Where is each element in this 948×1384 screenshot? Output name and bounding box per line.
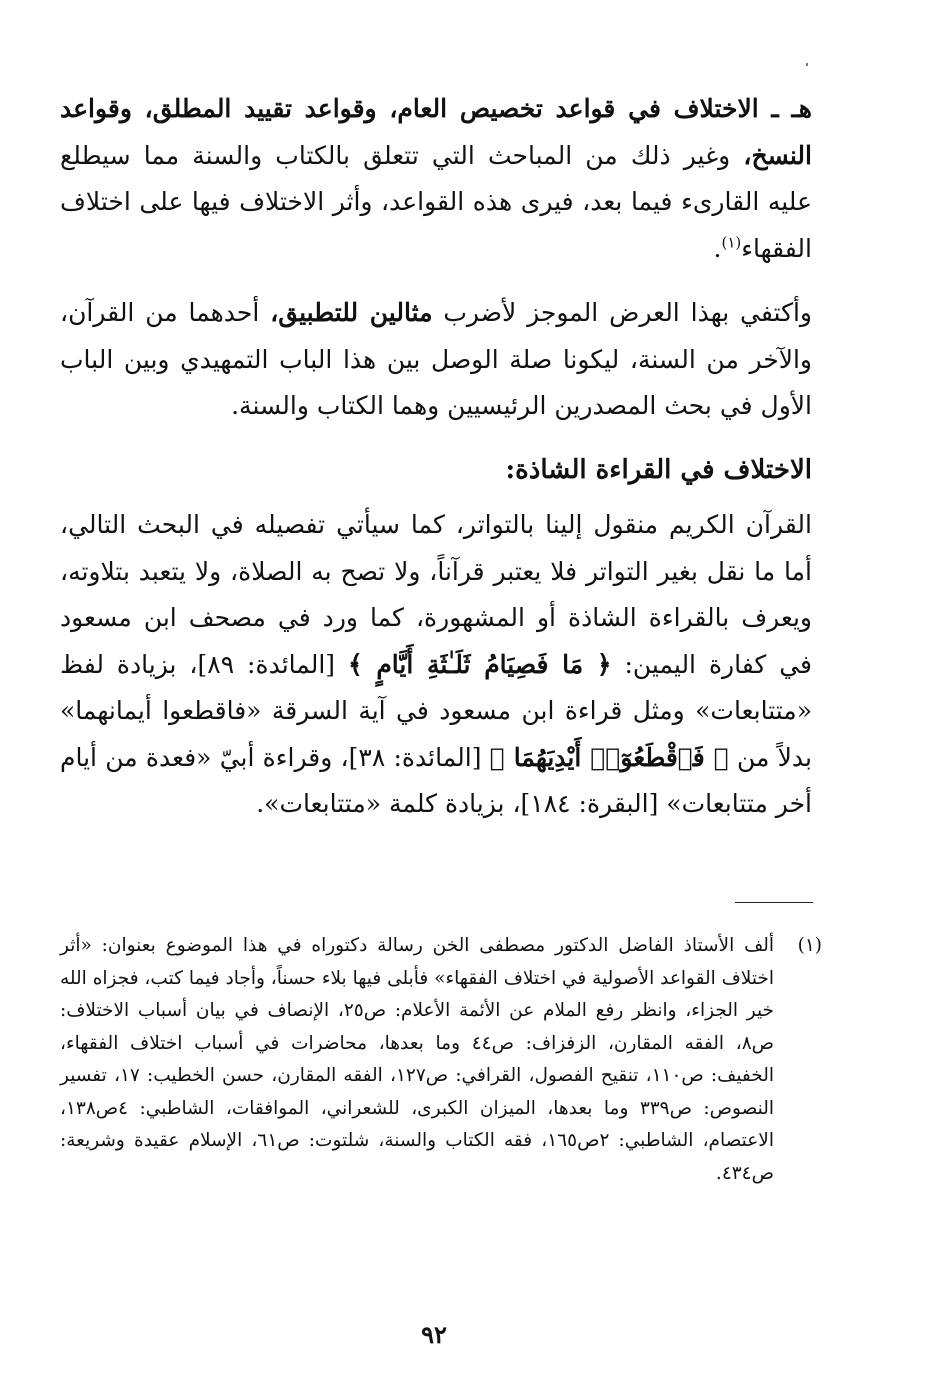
paragraph-intro — [60, 86, 812, 272]
footnote-text: ألف الأستاذ الفاضل الدكتور مصطفى الخن رسالة دكتوراه في هذا الموضوع بعنوان: «أثر اختلاف القواعد الأصولية في اختلاف الفقهاء» فأبلى فيها بلاء حسناً، وأجاد فيما كتب، فجزاه الله خير الجزاء، وانظر رفع الملام عن الأئمة الأعلام: ص٢٥، الإنصاف في بيان أسباب الاختلاف: ص٨، الفقه المقارن، الزفزاف: ص٤٤ وما بعدها، محاضرات في أسباب اختلاف الفقهاء، الخفيف: ص١١٠، تنقيح الفصول، القرافي: ص١٢٧، الفقه المقارن، حسن الخطيب: ١٧، تفسير النصوص: ص٣٣٩ وما بعدها، الميزان الكبرى، للشعراني، الموافقات، الشاطبي: ٤ص١٣٨، الاعتصام، الشاطبي: ٢ص١٦٥، فقه الكتاب والسنة، شلتوت: ص٦١، الإسلام عقيدة وشريعة: ص٤٣٤. — [60, 935, 774, 1184]
intro-lead: هـ ـ الاختلاف في قواعد تخصيص العام، وقواعد تقييد المطلق، وقواعد النسخ، — [60, 94, 812, 170]
verse-reference-1: [المائدة: ٨٩] — [197, 649, 348, 679]
page-number: ٩٢ — [421, 1320, 447, 1349]
examples-bold-phrase: مثالين للتطبيق، — [270, 298, 433, 327]
verse-reference-2: [المائدة: ٣٨] — [348, 742, 490, 772]
intro-end: . — [713, 233, 722, 263]
paragraph-examples — [60, 290, 812, 430]
shadh-part1: القرآن الكريم منقول إلينا بالتواتر، كما سيأتي تفصيله في البحث التالي، أما ما نقل بغير التواتر فلا يعتبر قرآناً، ولا تصح به الصلاة، ولا يتعبد بتلاوته، ويعرف بالقراءة الشاذة أو المشهورة، كما ورد في مصحف ابن مسعود في كفارة اليمين: — [60, 510, 812, 679]
footnote-number: (١) — [797, 935, 822, 956]
examples-part1: وأكتفي بهذا العرض الموجز لأضرب — [432, 298, 812, 327]
scan-speck — [806, 63, 808, 66]
quran-verse-1: ﴿ مَا فَصِيَامُ ثَلَـٰثَةِ أَيَّامٍ ﴾ — [347, 649, 612, 679]
quran-verse-2: ﴿ فَٱقْطَعُوٓا۟ أَيْدِيَهُمَا ﴾ — [489, 742, 729, 772]
footnote-reference[interactable]: (١) — [721, 233, 742, 252]
section-heading: الاختلاف في القراءة الشاذة: — [505, 455, 812, 485]
shadh-part3: ، وقراءة أبيّ «فعدة من أيام أخر متتابعات» [البقرة: ١٨٤]، بزيادة كلمة «متتابعات». — [60, 742, 812, 818]
paragraph-shadh-reading — [60, 502, 812, 828]
examples-part2: أحدهما من القرآن، والآخر من السنة، ليكونا صلة الوصل بين هذا الباب التمهيدي وبين الباب الأول في بحث المصدرين الرئيسيين وهما الكتاب والسنة. — [60, 298, 812, 420]
intro-body: وغير ذلك من المباحث التي تتعلق بالكتاب والسنة مما سيطلع عليه القارىء فيما بعد، فيرى هذه القواعد، وأثر الاختلاف فيها على اختلاف الفقهاء — [60, 140, 812, 263]
footnote — [60, 930, 822, 1190]
shadh-part2: ، بزيادة لفظ «متتابعات» ومثل قراءة ابن مسعود في آية السرقة «فاقطعوا أيمانهما» بدلاً من — [60, 649, 813, 772]
footnote-divider — [735, 902, 813, 903]
